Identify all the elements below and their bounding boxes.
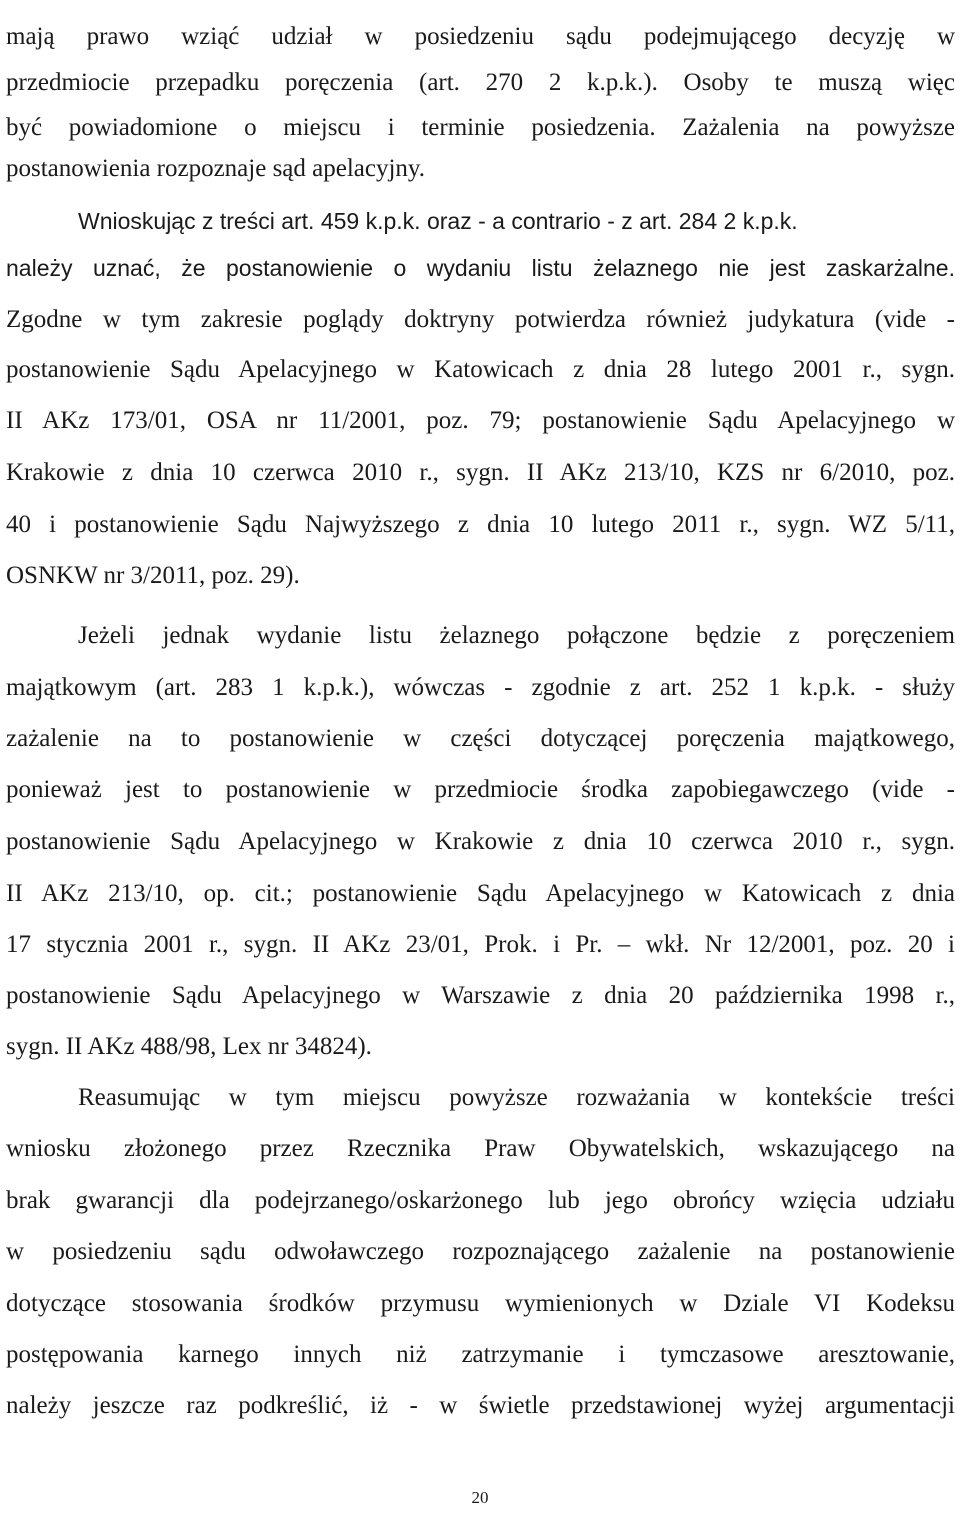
text-line: dotyczące stosowania środków przymusu wymienionych w Dziale VI Kodeksu [6,1290,955,1317]
text-line: mają prawo wziąć udział w posiedzeniu sądu podejmującego decyzję w [6,23,955,50]
text-line: wniosku złożonego przez Rzecznika Praw Obywatelskich, wskazującego na [6,1135,955,1162]
text-line: przedmiocie przepadku poręczenia (art. 270 2 k.p.k.). Osoby te muszą więc [6,69,955,96]
text-line: 40 i postanowienie Sądu Najwyższego z dnia 10 lutego 2011 r., sygn. WZ 5/11, [6,511,955,538]
text-line: postanowienie Sądu Apelacyjnego w Warszawie z dnia 20 października 1998 r., [6,982,955,1009]
text-line: w posiedzeniu sądu odwoławczego rozpoznającego zażalenie na postanowienie [6,1238,955,1265]
text-line: brak gwarancji dla podejrzanego/oskarżonego lub jego obrońcy wzięcia udziału [6,1187,955,1214]
text-line: Krakowie z dnia 10 czerwca 2010 r., sygn. II AKz 213/10, KZS nr 6/2010, poz. [6,459,955,486]
text-line: należy uznać, że postanowienie o wydaniu listu żelaznego nie jest zaskarżalne. [6,255,955,281]
text-line: 17 stycznia 2001 r., sygn. II AKz 23/01, Prok. i Pr. – wkł. Nr 12/2001, poz. 20 i [6,931,955,958]
text-line: Reasumując w tym miejscu powyższe rozważania w kontekście treści [78,1084,955,1111]
text-line: II AKz 173/01, OSA nr 11/2001, poz. 79; postanowienie Sądu Apelacyjnego w [6,407,955,434]
text-line: zażalenie na to postanowienie w części dotyczącej poręczenia majątkowego, [6,725,955,752]
page-number: 20 [471,1488,489,1507]
text-line: OSNKW nr 3/2011, poz. 29). [6,562,300,589]
text-line: należy jeszcze raz podkreślić, iż - w świetle przedstawionej wyżej argumentacji [6,1392,955,1419]
text-line: postanowienie Sądu Apelacyjnego w Katowicach z dnia 28 lutego 2001 r., sygn. [6,356,955,383]
text-line: Jeżeli jednak wydanie listu żelaznego połączone będzie z poręczeniem [78,622,955,649]
text-line: majątkowym (art. 283 1 k.p.k.), wówczas - zgodnie z art. 252 1 k.p.k. - służy [6,674,955,701]
text-line: sygn. II AKz 488/98, Lex nr 34824). [6,1033,372,1060]
text-line: postanowienie Sądu Apelacyjnego w Krakowie z dnia 10 czerwca 2010 r., sygn. [6,828,955,855]
text-line: ponieważ jest to postanowienie w przedmiocie środka zapobiegawczego (vide - [6,776,955,803]
text-line: Zgodne w tym zakresie poglądy doktryny potwierdza również judykatura (vide - [6,306,955,333]
text-line: postępowania karnego innych niż zatrzymanie i tymczasowe aresztowanie, [6,1341,955,1368]
text-line: postanowienia rozpoznaje sąd apelacyjny. [6,155,426,182]
text-line: być powiadomione o miejscu i terminie posiedzenia. Zażalenia na powyższe [6,114,955,141]
text-line: Wnioskując z treści art. 459 k.p.k. oraz - a contrario - z art. 284 2 k.p.k. [78,208,798,234]
text-line: II AKz 213/10, op. cit.; postanowienie Sądu Apelacyjnego w Katowicach z dnia [6,880,955,907]
